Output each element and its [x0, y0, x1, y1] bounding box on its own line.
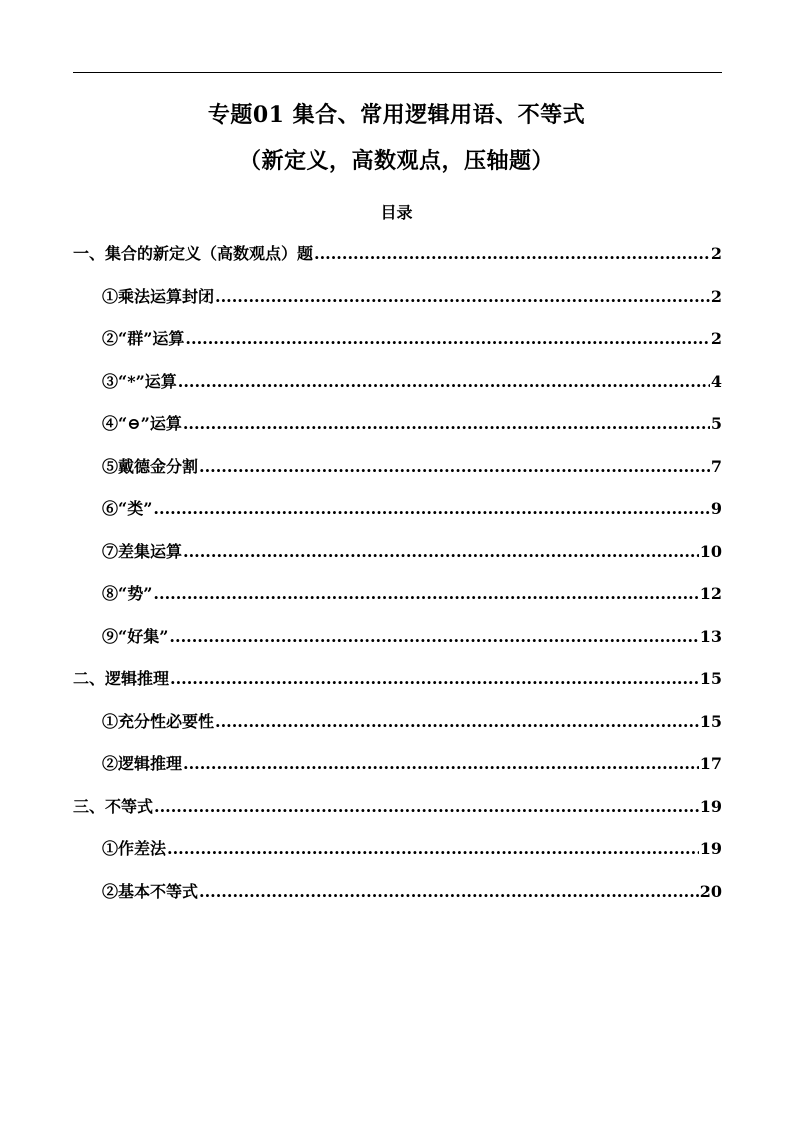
toc-dot-leader: [153, 499, 709, 518]
toc-entry-label[interactable]: ③“*”运算: [102, 371, 177, 391]
header-rule: [73, 72, 722, 73]
toc-entry[interactable]: [73, 794, 722, 837]
document-subtitle: （新定义，高数观点，压轴题）: [238, 148, 554, 174]
toc-entry-page-number[interactable]: 5: [710, 414, 722, 433]
toc-entry-label[interactable]: 一、集合的新定义（高数观点）题: [73, 244, 314, 263]
toc-entry[interactable]: [73, 326, 722, 369]
toc-entry-page-number[interactable]: 7: [710, 456, 722, 476]
toc-entry[interactable]: [73, 751, 722, 794]
toc-entry-page-number[interactable]: 10: [699, 541, 722, 561]
toc-entry-page-number[interactable]: 15: [699, 669, 722, 688]
toc-entry-page-number[interactable]: 19: [699, 839, 722, 858]
toc-entry-label[interactable]: ⑨“好集”: [102, 626, 169, 646]
toc-entry-label[interactable]: 三、不等式: [73, 796, 154, 816]
toc-dot-leader: [169, 627, 698, 646]
toc-dot-leader: [183, 542, 699, 561]
toc-entry[interactable]: [73, 624, 722, 667]
toc-entry-label[interactable]: ④“⊖”运算: [102, 414, 182, 433]
document-title: 专题01 集合、常用逻辑用语、不等式: [207, 102, 586, 128]
toc-entry-page-number[interactable]: 13: [699, 626, 722, 646]
toc-entry-page-number[interactable]: 15: [699, 711, 722, 731]
toc-dot-leader: [215, 287, 710, 306]
toc-entry-label[interactable]: 二、逻辑推理: [73, 669, 170, 688]
toc-entry-label[interactable]: ①作差法: [102, 839, 167, 858]
toc-entry-label[interactable]: ②“群”运算: [102, 329, 185, 348]
toc-entry-page-number[interactable]: 19: [699, 796, 722, 816]
table-of-contents: [73, 241, 722, 921]
toc-entry[interactable]: [73, 241, 722, 284]
toc-entry[interactable]: [73, 496, 722, 539]
toc-entry-page-number[interactable]: 9: [710, 499, 722, 518]
toc-entry-label[interactable]: ①乘法运算封闭: [102, 286, 215, 306]
toc-dot-leader: [167, 839, 699, 858]
toc-entry[interactable]: [73, 454, 722, 497]
toc-entry[interactable]: [73, 709, 722, 752]
toc-entry-label[interactable]: ⑥“类”: [102, 499, 153, 518]
toc-entry[interactable]: [73, 539, 722, 582]
toc-dot-leader: [215, 712, 699, 731]
toc-entry[interactable]: [73, 411, 722, 454]
toc-entry[interactable]: [73, 666, 722, 709]
toc-dot-leader: [178, 372, 710, 391]
toc-entry[interactable]: [73, 581, 722, 624]
toc-entry-page-number[interactable]: 2: [710, 329, 722, 348]
toc-dot-leader: [199, 457, 710, 476]
toc-entry[interactable]: [73, 836, 722, 879]
toc-entry-label[interactable]: ②基本不等式: [102, 881, 199, 901]
toc-entry-page-number[interactable]: 17: [699, 754, 722, 773]
toc-entry[interactable]: [73, 284, 722, 327]
toc-heading: 目录: [380, 203, 413, 222]
toc-entry-label[interactable]: ①充分性必要性: [102, 711, 215, 731]
toc-dot-leader: [170, 669, 699, 688]
toc-dot-leader: [183, 414, 710, 433]
toc-entry-page-number[interactable]: 20: [699, 881, 722, 901]
toc-dot-leader: [154, 797, 699, 816]
toc-entry-page-number[interactable]: 2: [710, 244, 722, 263]
toc-entry[interactable]: [73, 369, 722, 412]
toc-entry-page-number[interactable]: 12: [699, 584, 722, 603]
toc-dot-leader: [185, 329, 709, 348]
toc-entry-label[interactable]: ②逻辑推理: [102, 754, 183, 773]
toc-dot-leader: [183, 754, 699, 773]
toc-entry-page-number[interactable]: 2: [710, 286, 722, 306]
toc-entry-label[interactable]: ⑦差集运算: [102, 541, 183, 561]
toc-entry-label[interactable]: ⑧“势”: [102, 584, 153, 603]
toc-dot-leader: [199, 882, 699, 901]
toc-dot-leader: [153, 584, 698, 603]
toc-dot-leader: [314, 244, 710, 263]
toc-entry-label[interactable]: ⑤戴德金分割: [102, 456, 199, 476]
toc-entry[interactable]: [73, 879, 722, 922]
toc-entry-page-number[interactable]: 4: [710, 371, 722, 391]
